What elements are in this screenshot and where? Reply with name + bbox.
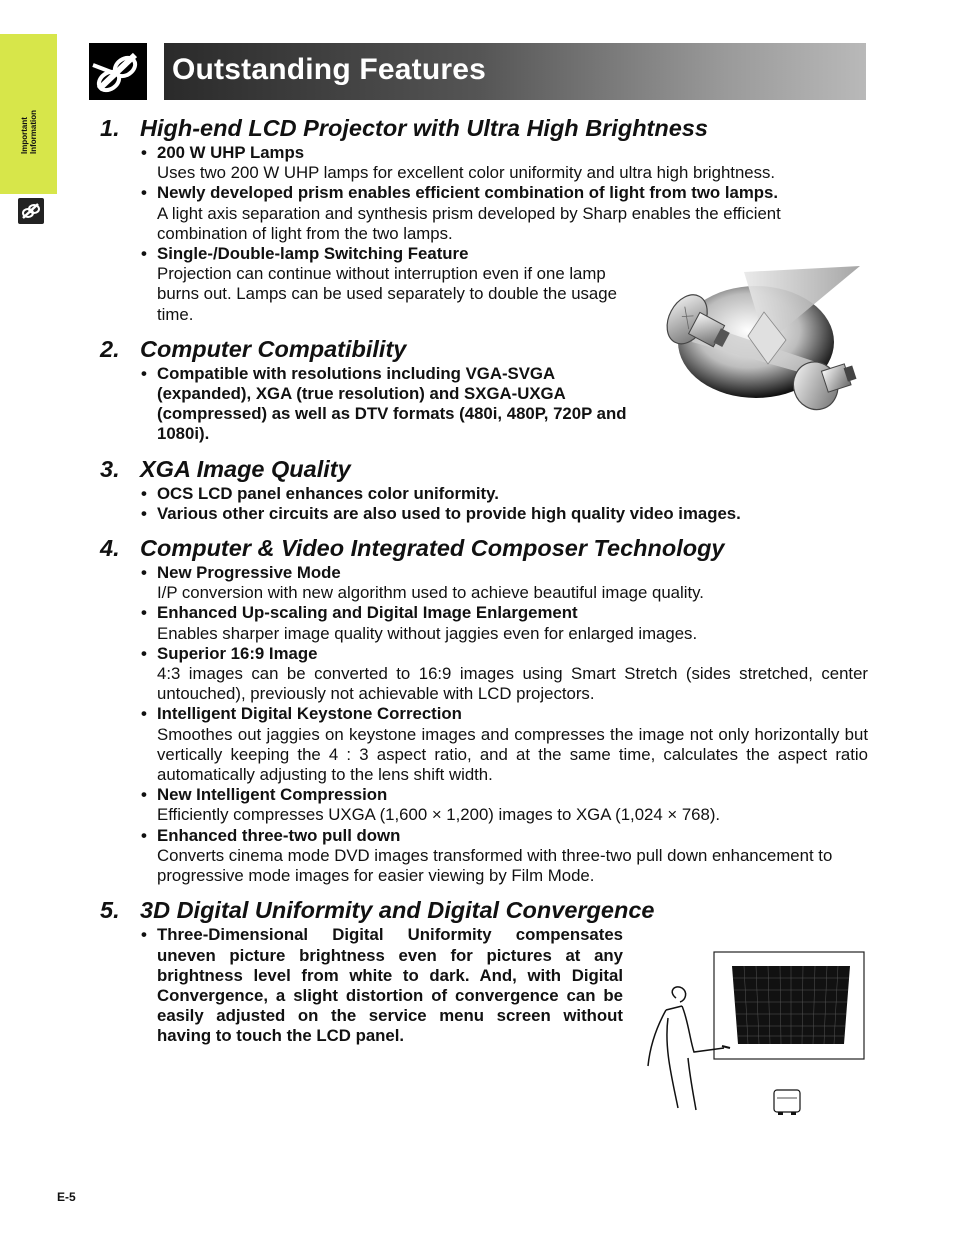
section-number: 2.	[100, 335, 120, 362]
page-number: E-5	[57, 1190, 76, 1204]
section-heading: Computer & Video Integrated Composer Technology	[140, 535, 725, 562]
item-desc: A light axis separation and synthesis prism developed by Sharp enables the efficient combination of light from the two lamps.	[157, 203, 781, 243]
section-4	[100, 533, 868, 886]
section-number: 4.	[100, 535, 120, 562]
item-title: • OCS LCD panel enhances color uniformity.	[157, 483, 499, 503]
item-title: • Compatible with resolutions including VGA-SVGA (expanded), XGA (true resolution) and SXGA-UXGA (compressed) as well as DTV formats (480i, 480P, 720P and 1080i).	[157, 363, 627, 444]
item-desc: Projection can continue without interruption even if one lamp burns out. Lamps can be used separately to double the usage time.	[157, 264, 617, 324]
section-title	[100, 113, 868, 143]
item-title: • New Intelligent Compression	[157, 785, 388, 805]
section-heading: 3D Digital Uniformity and Digital Convergence	[140, 897, 655, 924]
item-title: • Intelligent Digital Keystone Correction	[157, 704, 462, 724]
person-adjusting-screen-illustration	[638, 948, 868, 1118]
section-heading: XGA Image Quality	[140, 455, 351, 482]
item-desc: 4:3 images can be converted to 16:9 images using Smart Stretch (sides stretched, center untouched), previously not achievable with LCD projectors.	[157, 664, 868, 704]
item-desc: I/P conversion with new algorithm used to achieve beautiful image quality.	[157, 583, 704, 603]
item-title: • New Progressive Mode	[157, 563, 341, 583]
side-tab	[0, 34, 57, 194]
item-title: • Enhanced three-two pull down	[157, 825, 401, 845]
section-number: 3.	[100, 455, 120, 482]
projector-logo-icon	[89, 43, 147, 100]
section-title	[100, 454, 868, 484]
item-desc: Smoothes out jaggies on keystone images and compresses the image not only horizontally but vertically keeping the 4 : 3 aspect ratio, and at the same time, calculates the aspect ratio automatically adjusting to the lens shift width.	[157, 724, 868, 785]
list-item	[138, 603, 868, 643]
list-item	[138, 563, 868, 603]
section-3	[100, 454, 868, 524]
feature-list	[100, 484, 868, 524]
list-item	[138, 644, 868, 705]
side-tab-line2: Information	[29, 110, 38, 154]
item-desc: Efficiently compresses UXGA (1,600 × 1,200) images to XGA (1,024 × 768).	[157, 805, 721, 825]
list-item	[138, 504, 868, 524]
section-title	[100, 895, 868, 925]
list-item	[138, 484, 868, 504]
section-heading: High-end LCD Projector with Ultra High Brightness	[140, 115, 708, 141]
dual-lamp-prism-illustration	[656, 252, 866, 422]
list-item	[138, 826, 868, 887]
section-number: 5.	[100, 897, 120, 924]
header-bar	[164, 43, 866, 100]
page-title: Outstanding Features	[172, 53, 487, 86]
header-logo	[89, 43, 147, 100]
section-number: 1.	[100, 115, 120, 141]
list-item	[138, 704, 868, 785]
list-item	[138, 785, 868, 825]
section-title	[100, 533, 868, 563]
feature-list	[100, 563, 868, 886]
projector-logo-icon	[18, 198, 44, 224]
item-title: • Superior 16:9 Image	[157, 643, 318, 663]
item-desc: Uses two 200 W UHP lamps for excellent color uniformity and ultra high brightness.	[157, 163, 776, 183]
section-heading: Computer Compatibility	[140, 335, 407, 362]
side-tab-line1: Important	[20, 117, 29, 154]
list-item	[138, 183, 868, 244]
item-title: • Three-Dimensional Digital Uniformity compensates uneven picture brightness even for pictures at any brightness level from white to dark. And, with Digital Convergence, a slight distortion of convergence can be easily adjusted on the service menu screen without having to touch the LCD panel.	[157, 925, 623, 1046]
item-title: • 200 W UHP Lamps	[157, 143, 305, 162]
item-title: • Newly developed prism enables efficient combination of light from two lamps.	[157, 183, 779, 203]
item-title: • Various other circuits are also used to provide high quality video images.	[157, 503, 741, 523]
item-title: • Single-/Double-lamp Switching Feature	[157, 244, 469, 264]
item-title: • Enhanced Up-scaling and Digital Image Enlargement	[157, 603, 578, 623]
item-desc: Enables sharper image quality without jaggies even for enlarged images.	[157, 623, 698, 643]
list-item	[138, 143, 868, 183]
side-tab-label	[20, 110, 38, 154]
item-desc: Converts cinema mode DVD images transformed with three-two pull down enhancement to progressive mode images for easier viewing by Film Mode.	[157, 845, 833, 886]
